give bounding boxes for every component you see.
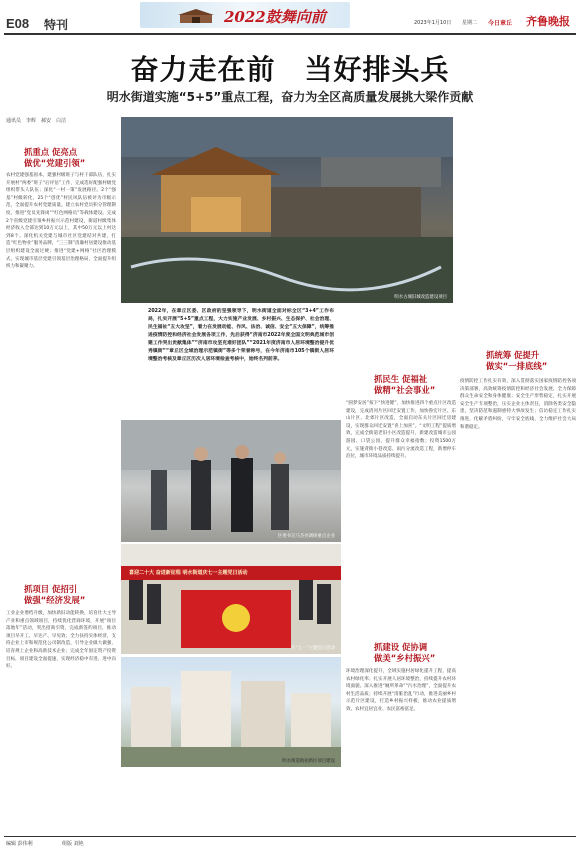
section-body-3: 工业企业增档升级，加快新旧动能转换，培育壮大主导产业和重点领域项目，持续优化营商环境，开展“项目落地年”活动，突出招商引资，完成新签约项目，推动项目早开工、早达产、早见效；全力扶持实体经济，支持企业上市和规范化公司制改造，引导企业做大做强，培育规上企业和高新技术企业；完成全年固定资产投资目标，项目建设全面提速，实现经济稳中有进、进中向好。 xyxy=(6,611,116,670)
section-title-2: 抓民生 促福祉 做精“社会事业” xyxy=(374,374,436,395)
section-title-3: 抓项目 促招引 做强“经济发展” xyxy=(24,584,86,605)
party-day-photo xyxy=(121,544,341,654)
section-title-5: 抓统筹 促提升 做实“一排底线” xyxy=(486,350,548,371)
footer-proof: 组版 刘艳 xyxy=(62,841,84,847)
paper-logo: 齐鲁晚报 xyxy=(526,15,570,28)
photo-caption-2: 区委书记马杰亮调研重点企业 xyxy=(277,534,335,539)
page-header xyxy=(0,0,580,36)
headline: 奋力走在前 当好排头兵 xyxy=(130,53,450,86)
lead-paragraph: 2022年，在章丘区委、区政府的坚强领导下，明水街道全面对标全区“3+4”工作布局，扎实开展“5+5”重点工程，大力实施产业发展、乡村振兴、生态保护、社会治理、民生福祉“五大攻坚”，着力在发展动能、作风、法治、诚信、安全“五大保障”，统筹推进疫情防控和经济社会发展各项工作，先后获得“济南市2022年度全国文明典范城市创建工作突出贡献集体”“济南市攻坚克难好团队”“2021年度济南市人居环境整治提升优秀镇街”“章丘区全域治理示范镇街”等多个荣誉称号，在今年济南市105个镇街人居环境整治考核及章丘区历次人居环境检查考核中，始终名列前茅。 xyxy=(148,309,334,362)
section-body-5: 疫情防控工作扎实有效，深入贯彻落实国家疫情防控各项决策部署，高效统筹疫情防控和经济社会发展，全力保障群众生命安全和身体健康；安全生产形势稳定，扎实开展安全生产专项整治，压实企业主体责任，消除各类安全隐患，坚决防范和遏制重特大事故发生；信访稳定工作扎实推进，化解矛盾纠纷，守牢安全底线，全力维护社会大局和谐稳定。 xyxy=(460,379,576,430)
photo-caption-4: 明水街道航拍新区项目建设 xyxy=(282,759,335,764)
new-district-photo xyxy=(121,657,341,767)
section-body-1: 农村党建强基固本，建强村级班子与村干部队伍，扎实开展村“两委”班子“后评估”工作，完成选好配强村级党组织带头人队伍；深化“一村一策”发展路径。2个“强基”村级转化，25个“创优”村民风队伍被评为市级示范，全面提升农村党建质量。建立农村党员积分管理制度，推进“党员先锋岗”“红色网格员”等载体建设。完成2个省级党建引领乡村振兴示范村建设，街道村级集体经济收入全部达到10万元以上，其中50万元以上村达到8个。深化机关党建与城市社区党建结对共建，打造“红色物业”服务品牌，“三三制”清廉村居建设推动基层组织建设全面过硬；推进“党建+网格”社区治理模式，实现城市基层党建引领基层治理格局，全面提升组织力和凝聚力。 xyxy=(6,173,116,270)
header-banner xyxy=(140,2,350,28)
byline: 通讯员 李辉 郝安 白洁 xyxy=(6,118,67,124)
section-body-2: “圆梦安居”按下“快进键”，加快推进四个重点片区改造建设，完成清河片区回迁安置工作，加快鲁宏片区、东山片区、北郊片区改造，全面启动东关片区回迁房建设，实现群众回迁安置“喜上加喜”。“文明工程”提质增效，完成全街道老旧小区改造提升，新建改造城市公园游园、口袋公园，提升群众幸福指数；投资1500万元，实施背街小巷改造、雨污分流改造工程，新增停车泊位，城市环境品质持续提升。 xyxy=(346,401,456,460)
old-town-aerial-photo xyxy=(121,117,453,303)
section-title-4: 抓建设 促协调 做美“乡村振兴” xyxy=(374,642,436,663)
subheadline: 明水街道实施“5+5”重点工程，奋力为全区高质量发展挑大梁作贡献 xyxy=(106,90,474,104)
header-rule xyxy=(4,33,576,35)
city-gate-icon xyxy=(176,7,216,23)
section-name: 特刊 xyxy=(44,18,69,32)
inspection-photo xyxy=(121,420,341,542)
editor-label: 今日章丘 xyxy=(488,20,513,27)
photo-caption-1: 明水古城旧城改造建设项目 xyxy=(394,295,447,300)
footer-editor: 编辑 彭伟利 xyxy=(6,841,33,847)
footer-rule xyxy=(4,836,576,837)
section-body-4: 环境治理深化提升，全域实施村居绿化提升工程，提高农村绿化率；扎实开展人居环境整治，持续提升农村环境面貌。深入推进“厕所革命”“污水治理”，全面提升农村生活品质；持续开展“清脏治乱”行动，推进美丽乡村示范片区建设，打造乡村振兴样板，推动农业提质增效、农村宜居宜业、农民富裕富足。 xyxy=(346,669,456,712)
section-title-1: 抓重点 促亮点 做优“党建引领” xyxy=(24,147,86,168)
banner-title: 2022鼓舞向前 xyxy=(224,8,326,26)
party-day-banner: 喜迎二十大 奋进新征程 明水街道庆七一主题党日活动 xyxy=(129,570,248,576)
page-code: E08 xyxy=(6,16,30,31)
issue-date: 2023年1月10日 xyxy=(414,20,452,26)
photo-caption-3: 庆“七一”主题党日活动 xyxy=(290,646,335,651)
issue-weekday: 星期二 xyxy=(462,20,478,26)
